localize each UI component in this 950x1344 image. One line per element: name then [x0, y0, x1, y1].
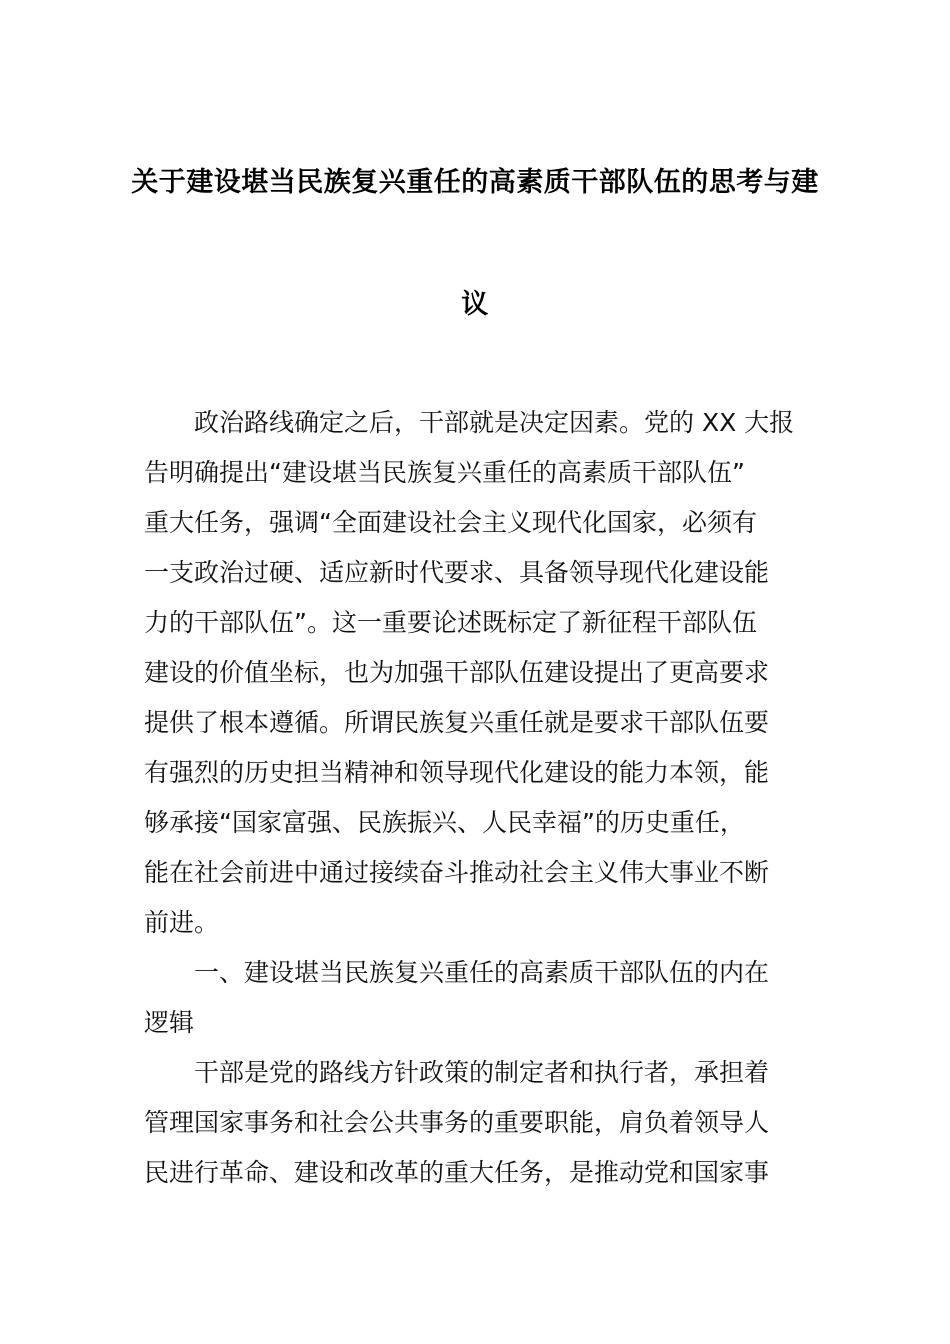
section-heading-line: 逻辑 — [144, 1008, 195, 1037]
text-line: 管理国家事务和社会公共事务的重要职能，肩负着领导人 — [144, 1108, 770, 1137]
text-line: 重大任务，强调“全面建设社会主义现代化国家，必须有 — [144, 508, 757, 537]
text-line: 一支政治过硬、适应新时代要求、具备领导现代化建设能 — [144, 558, 770, 587]
text-line: 够承接“国家富强、民族振兴、人民幸福”的历史重任， — [144, 808, 745, 837]
document-body — [144, 398, 808, 1198]
section-heading-line: 一、建设堪当民族复兴重任的高素质干部队伍的内在 — [194, 958, 770, 987]
text-line: 政治路线确定之后，干部就是决定因素。党的 XX 大报 — [194, 408, 795, 437]
text-line: 干部是党的路线方针政策的制定者和执行者，承担着 — [194, 1058, 770, 1087]
text-line: 前进。 — [144, 908, 220, 937]
text-line: 建设的价值坐标，也为加强干部队伍建设提出了更高要求 — [144, 658, 770, 687]
document-title-line-1: 关于建设堪当民族复兴重任的高素质干部队伍的思考与建 — [131, 167, 819, 198]
text-line: 民进行革命、建设和改革的重大任务，是推动党和国家事 — [144, 1158, 770, 1187]
text-line: 有强烈的历史担当精神和领导现代化建设的能力本领，能 — [144, 758, 770, 787]
text-line: 提供了根本遵循。所谓民族复兴重任就是要求干部队伍要 — [144, 708, 770, 737]
document-title-line-2: 议 — [461, 289, 489, 320]
text-line: 告明确提出“建设堪当民族复兴重任的高素质干部队伍” — [144, 458, 745, 487]
text-line: 力的干部队伍”。这一重要论述既标定了新征程干部队伍 — [144, 608, 757, 637]
text-line: 能在社会前进中通过接续奋斗推动社会主义伟大事业不断 — [144, 858, 770, 887]
